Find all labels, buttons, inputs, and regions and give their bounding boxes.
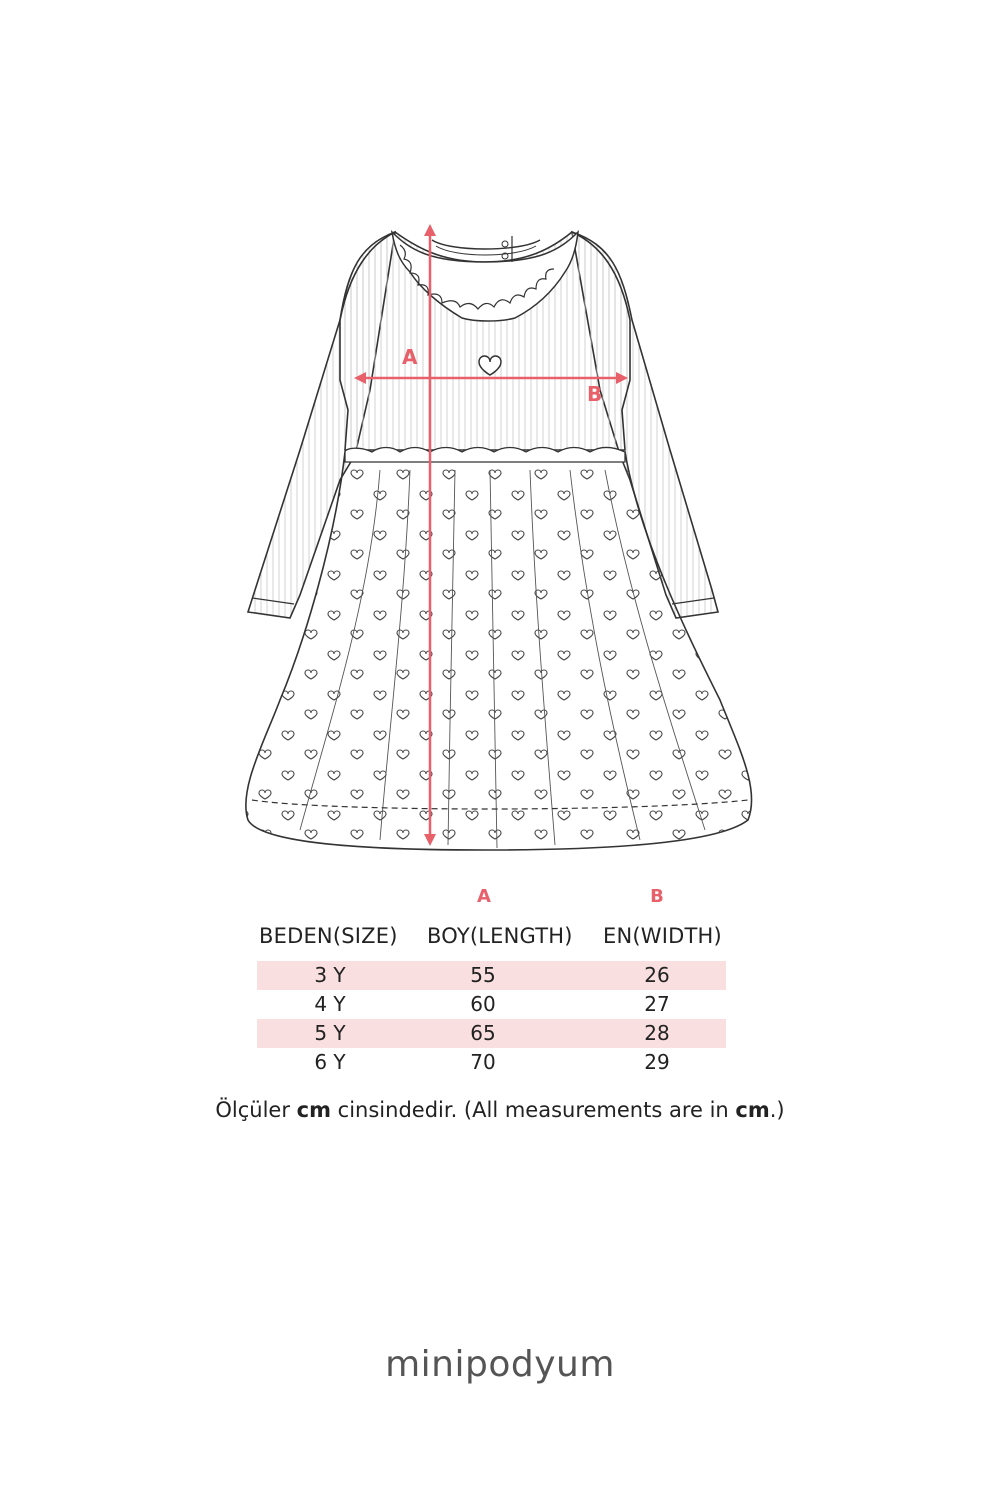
cell-length: 65: [470, 1021, 496, 1045]
header-width: EN(WIDTH): [603, 924, 722, 948]
cell-width: 28: [644, 1021, 670, 1045]
table-row: [257, 961, 726, 990]
cell-size: 4 Y: [314, 992, 346, 1016]
cell-width: 26: [644, 963, 670, 987]
cell-width: 29: [644, 1050, 670, 1074]
cell-length: 60: [470, 992, 496, 1016]
cell-width: 27: [644, 992, 670, 1016]
column-mark-b: B: [650, 886, 664, 907]
header-size: BEDEN(SIZE): [259, 924, 398, 948]
cell-size: 5 Y: [314, 1021, 346, 1045]
size-table: [257, 961, 726, 1077]
cell-length: 55: [470, 963, 496, 987]
cell-length: 70: [470, 1050, 496, 1074]
brand-logo: minipodyum: [385, 1344, 615, 1385]
table-row: [257, 990, 726, 1019]
cell-size: 3 Y: [314, 963, 346, 987]
label-a: A: [402, 345, 418, 369]
cell-size: 6 Y: [314, 1050, 346, 1074]
measurement-note: Ölçüler cm cinsindedir. (All measurements are in cm.): [215, 1098, 785, 1122]
table-row: [257, 1019, 726, 1048]
table-row: [257, 1048, 726, 1077]
header-length: BOY(LENGTH): [427, 924, 573, 948]
column-mark-a: A: [477, 886, 491, 907]
label-b: B: [587, 382, 603, 406]
